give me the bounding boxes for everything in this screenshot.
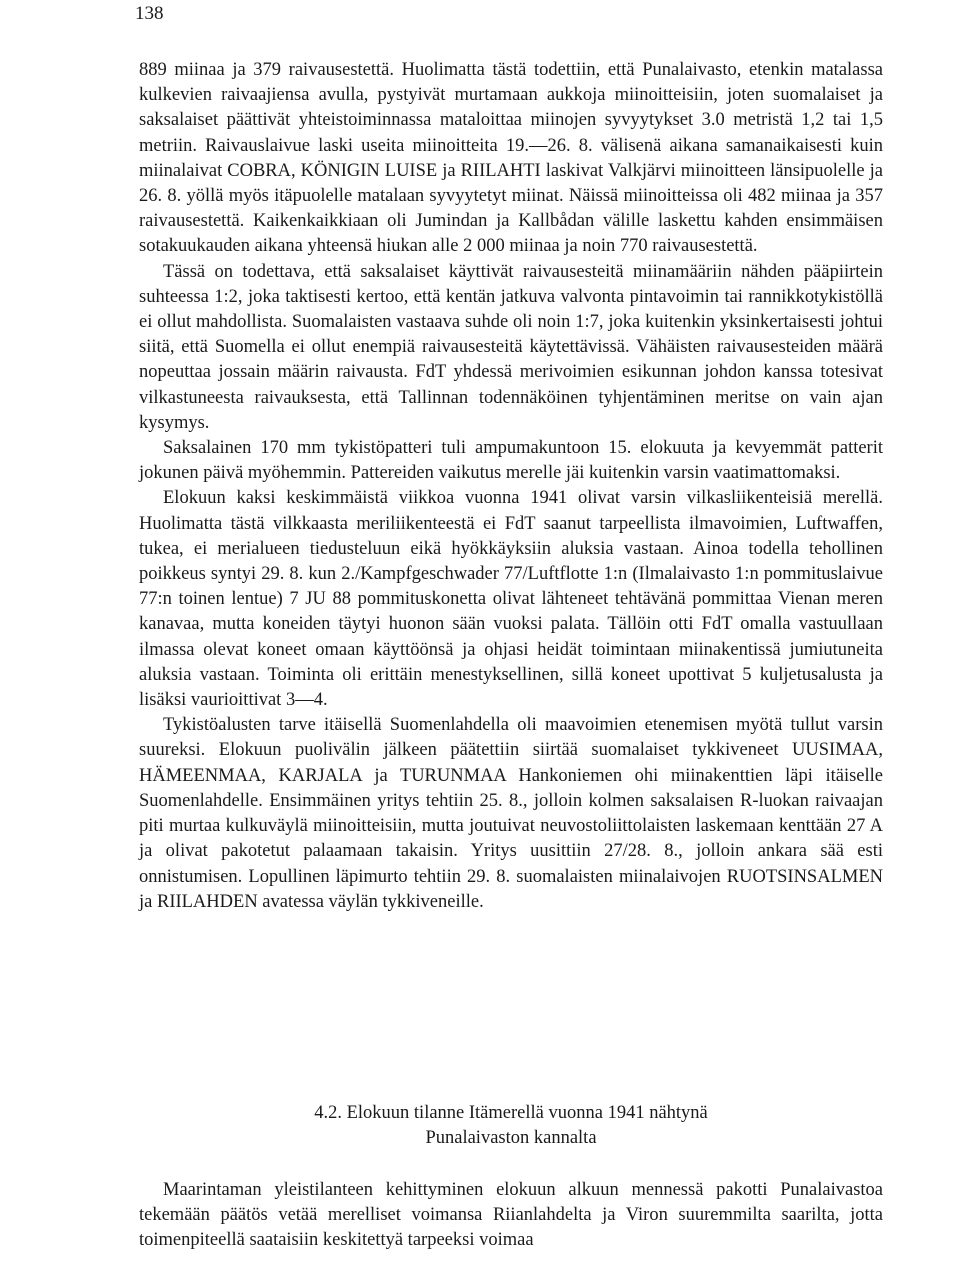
paragraph-final: Maarintaman yleistilanteen kehittyminen elokuun alkuun mennessä pakotti Punalaivastoa tekemään päätös vetää merelliset voimansa Riianlahdelta ja Viron suuremmilta saarilta, jotta toimenpiteellä saataisiin keskitettyä tarpeeksi voimaa	[139, 1180, 883, 1251]
paragraph-1: 889 miinaa ja 379 raivausestettä. Huolimatta tästä todettiin, että Punalaivasto, etenkin matalassa kulkevien raivaajiensa avulla, pystyivät murtamaan aukkoja miinoitteisiin, joten suomalaiset ja saksalaiset päättivät yhteistoiminnassa mataloittaa miinojen syvyytykset 3.0 metristä 1,2 tai 1,5 metriin. Raivauslaivue laski useita miinoitteita 19.—26. 8. välisenä aikana samanaikaisesti kuin miinalaivat COBRA, KÖNIGIN LUISE ja RIILAHTI laskivat Valkjärvi miinoitteen länsipuolelle ja 26. 8. yöllä myös itäpuolelle matalaan syvyytetyt miinat. Näissä miinoitteissa oli 482 miinaa ja 357 raivausestettä. Kaikenkaikkiaan oli Jumindan ja Kallbådan välille laskettu kahden ensimmäisen sotakuukauden aikana yhteensä hiukan alle 2 000 miinaa ja noin 770 raivausestettä.	[139, 60, 883, 257]
page-number: 138	[135, 3, 164, 24]
paragraph-4: Elokuun kaksi keskimmäistä viikkoa vuonna 1941 olivat varsin vilkasliikenteisiä merellä. Huolimatta tästä vilkkaasta meriliikenteestä ei FdT saanut tarpeellista ilmavoimien, Luftwaffen, tukea, ei merialueen tiedusteluun eikä hyökkäyksiin aluksia vastaan. Ainoa todella tehollinen poikkeus syntyi 29. 8. kun 2./Kampfgeschwader 77/Luftflotte 1:n (Ilmalaivasto 1:n pommituslaivue 77:n toinen lentue) 7 JU 88 pommituskonetta olivat lähteneet tehtävänä pommittaa Vienan meren kanavaa, mutta koneiden täytyi huonon sään vuoksi palata. Tällöin otti FdT omalla vastuullaan ilmassa olevat koneet omaan käyttöönsä ja ohjasi heidät toimintaan miinakentissä jumiutuneita aluksia vastaan. Toiminta oli erittäin menestyksellinen, sillä koneet upottivat 5 kuljetusalusta ja lisäksi vaurioittivat 3—4.	[139, 488, 883, 711]
paragraph-3: Saksalainen 170 mm tykistöpatteri tuli ampumakuntoon 15. elokuuta ja kevyemmät patterit jokunen päivä myöhemmin. Pattereiden vaikutus merelle jäi kuitenkin varsin vaatimattomaksi.	[139, 438, 883, 484]
paragraph-5: Tykistöalusten tarve itäisellä Suomenlahdella oli maavoimien etenemisen myötä tullut varsin suureksi. Elokuun puolivälin jälkeen päätettiin siirtää suomalaiset tykkiveneet UUSIMAA, HÄMEENMAA, KARJALA ja TURUNMAA Hankoniemen ohi miinakenttien läpi itäiselle Suomenlahdelle. Ensimmäinen yritys tehtiin 25. 8., jolloin kolmen saksalaisen R-luokan raivaajan piti murtaa kulkuväylä miinoitteisiin, mutta joutuivat neuvostoliittolaisten laskemaan kenttään 27 A ja olivat pakotetut palaamaan takaisin. Yritys uusittiin 27/28. 8., jolloin ankara sää esti onnistumisen. Lopullinen läpimurto tehtiin 29. 8. suomalaisten miinalaivojen RUOTSINSALMEN ja RIILAHDEN avatessa väylän tykkiveneille.	[139, 715, 883, 912]
body-text	[139, 58, 883, 915]
section-heading-line-1: 4.2. Elokuun tilanne Itämerellä vuonna 1941 nähtynä	[314, 1103, 708, 1123]
paragraph-2: Tässä on todettava, että saksalaiset käyttivät raivausesteitä miinamääriin nähden pääpiirtein suhteessa 1:2, joka taktisesti kertoo, että kentän jatkuva valvonta pintavoimin tai rannikkotykistöllä ei ollut mahdollista. Suomalaisten vastaava suhde oli noin 1:7, joka kuitenkin yksinkertaisesti johtui siitä, että Suomella ei ollut enempiä raivausesteitä käytettävissä. Vähäisten raivausesteiden määrä nopeuttaa jossain määrin raivausta. FdT yhdessä merivoimien esikunnan johdon kanssa totesivat vilkastuneesta raivauksesta, että Tallinnan todennäköinen tyhjentäminen meritse on vain ajan kysymys.	[139, 261, 883, 433]
final-text	[139, 1178, 883, 1254]
section-heading-line-2: Punalaivaston kannalta	[425, 1128, 597, 1149]
section-heading	[139, 1101, 883, 1151]
